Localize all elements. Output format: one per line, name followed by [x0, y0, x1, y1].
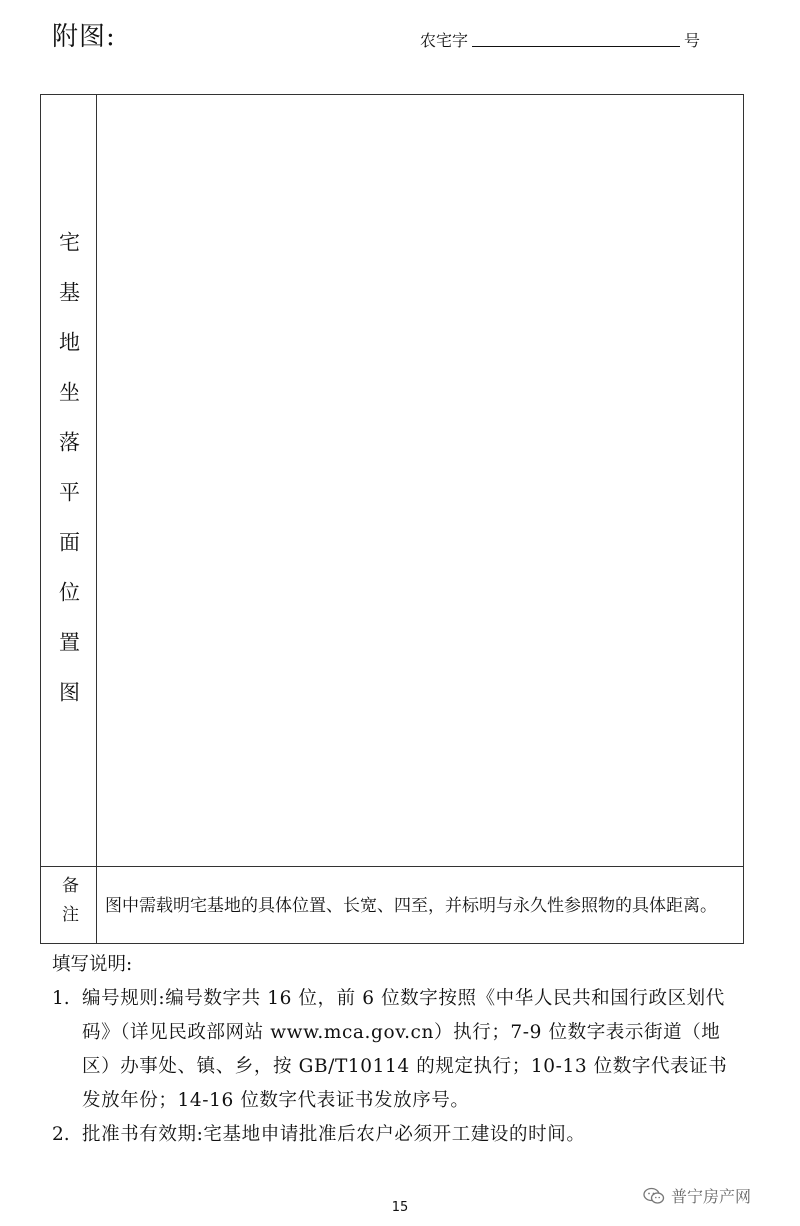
watermark-text: 普宁房产网 — [671, 1187, 752, 1206]
map-drawing-area[interactable] — [97, 95, 744, 867]
note-text: 图中需载明宅基地的具体位置、长宽、四至，并标明与永久性参照物的具体距离。 — [105, 896, 717, 916]
instruction-item — [52, 982, 742, 1118]
map-label-cell — [41, 95, 97, 867]
instruction-number: 1. — [52, 988, 70, 1009]
page-number: 15 — [391, 1200, 409, 1215]
instruction-text: 批准书有效期:宅基地申请批准后农户必须开工建设的时间。 — [82, 1124, 586, 1145]
serial-prefix: 农宅字 — [420, 31, 469, 50]
instructions-title: 填写说明: — [52, 954, 133, 975]
instruction-item — [52, 1118, 742, 1152]
instructions-section — [52, 948, 742, 1152]
map-row — [41, 95, 744, 867]
homestead-plan-table — [40, 94, 744, 944]
serial-blank-line[interactable] — [472, 32, 680, 47]
map-label: 宅基地坐落平面位置图 — [56, 230, 81, 731]
instruction-text: 编号规则:编号数字共 16 位，前 6 位数字按照《中华人民共和国行政区划代码》（详见民政部网站 www.mca.gov.cn）执行；7-9 位数字表示街道（地区）办事处、镇、乡，按 GB/T10114 的规定执行；10-13 位数字代表证书发放年份；14-16 位数字代表证书发放序号。 — [82, 988, 728, 1111]
note-label: 备注 — [58, 876, 78, 934]
serial-suffix: 号 — [684, 31, 701, 50]
note-row — [41, 867, 744, 944]
note-label-cell — [41, 867, 97, 944]
instruction-number: 2. — [52, 1124, 70, 1145]
note-text-cell — [97, 867, 744, 944]
serial-number-field — [420, 28, 700, 51]
attachment-title: 附图: — [52, 22, 116, 52]
